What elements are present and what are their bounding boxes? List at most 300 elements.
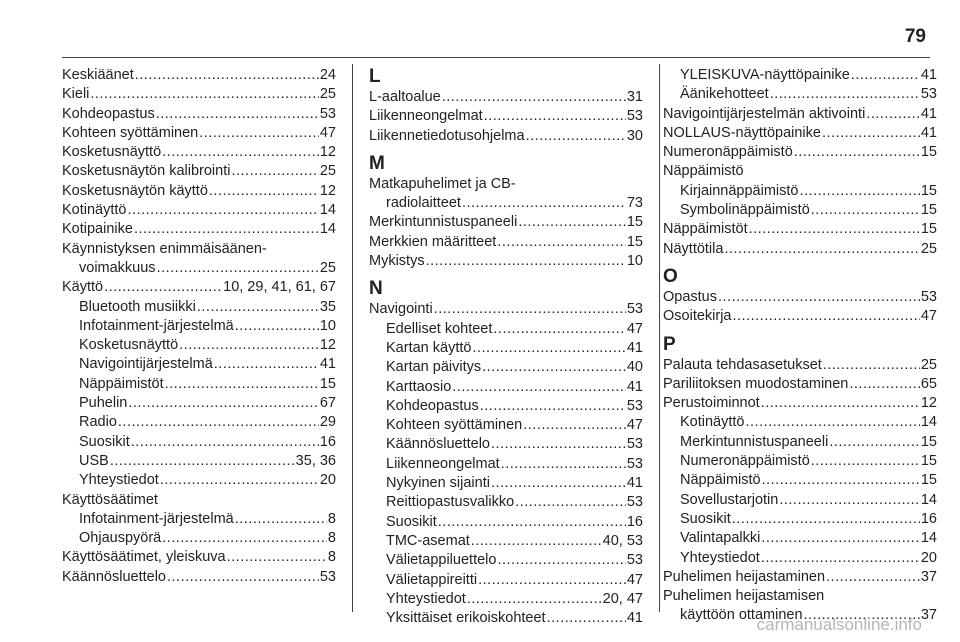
index-sub-entry: [369, 397, 643, 416]
index-entry: [369, 127, 643, 146]
dot-leader: [761, 529, 920, 548]
index-entry: [62, 85, 336, 104]
index-entry-page: 53: [626, 301, 643, 318]
index-sub-entry: [663, 182, 937, 201]
index-entry-page: 20: [319, 472, 336, 489]
dot-leader: [770, 85, 920, 104]
index-entry-term: TMC-asemat: [386, 532, 470, 549]
index-entry-term: voimakkuus: [79, 259, 156, 276]
index-entry-term: Infotainment-järjestelmä: [79, 317, 234, 334]
index-entry-page: 10: [319, 317, 336, 334]
index-entry-term: Puhelimen heijastaminen: [663, 568, 826, 585]
index-entry-page: 41: [626, 378, 643, 395]
index-entry: [62, 105, 336, 124]
index-entry-page: 8: [327, 510, 336, 527]
index-entry-term: Mykistys: [369, 253, 425, 270]
index-sub-entry: [62, 413, 336, 432]
index-entry-term: Näyttötila: [663, 240, 724, 257]
index-entry-term: Bluetooth musiikki: [79, 298, 196, 315]
dot-leader: [442, 88, 626, 107]
index-entry: [663, 124, 937, 143]
index-entry-page: 37: [920, 568, 937, 585]
index-entry-page: 41: [626, 339, 643, 356]
index-sub-entry: [663, 471, 937, 490]
index-entry-page: 41: [920, 67, 937, 83]
index-sub-entry: [663, 201, 937, 220]
index-entry-term: Kotinäyttö: [62, 202, 127, 219]
index-entry-term: Karttaosio: [386, 378, 452, 395]
index-sub-entry: [62, 317, 336, 336]
dot-leader: [849, 375, 919, 394]
index-entry-page: 73: [626, 195, 643, 212]
index-entry-term: radiolaitteet: [386, 195, 461, 212]
index-entry-page: 24: [319, 67, 336, 83]
dot-leader: [480, 397, 626, 416]
dot-leader: [718, 288, 920, 307]
index-entry: [369, 233, 643, 252]
index-entry-page: 15: [920, 202, 937, 219]
index-entry-term: Käyttösäätimet, yleiskuva: [62, 549, 226, 566]
dot-leader: [434, 300, 626, 319]
index-entry-page: 65: [920, 375, 937, 392]
index-entry: [62, 124, 336, 143]
index-entry-page: 41: [626, 475, 643, 492]
index-entry-page: 14: [319, 202, 336, 219]
index-entry-page: 14: [920, 414, 937, 431]
index-entry-page: 41: [920, 105, 937, 122]
index-entry: [62, 568, 336, 587]
index-entry-term: Numeronäppäimistö: [663, 144, 793, 161]
index-letter-heading: P: [663, 333, 676, 355]
index-letter-heading: L: [369, 66, 381, 87]
dot-leader: [135, 66, 319, 85]
dot-leader: [160, 471, 319, 490]
index-entry-term: Näppäimistö: [680, 472, 761, 489]
dot-leader: [497, 551, 625, 570]
index-sub-entry: [663, 452, 937, 471]
index-column-1: [62, 66, 336, 587]
index-entry-page: 15: [920, 144, 937, 161]
dot-leader: [162, 143, 319, 162]
index-entry-term: Osoitekirja: [663, 308, 732, 325]
index-entry-page: 25: [319, 86, 336, 103]
index-entry: [62, 66, 336, 85]
index-entry-term: Kosketusnäyttö: [79, 337, 179, 354]
index-entry-term: NOLLAUS-näyttöpainike: [663, 124, 821, 141]
index-entry-page: 40, 53: [602, 532, 643, 549]
index-entry-page: 15: [920, 182, 937, 199]
index-entry-term: Yhteystiedot: [79, 472, 159, 489]
index-entry-page: 15: [920, 472, 937, 489]
index-entry-page: 12: [319, 337, 336, 354]
index-entry-page: 47: [626, 417, 643, 434]
index-entry: [663, 307, 937, 326]
dot-leader: [491, 435, 626, 454]
dot-leader: [471, 532, 602, 551]
index-entry-page: 41: [319, 356, 336, 373]
dot-leader: [866, 105, 920, 124]
index-entry-page: 53: [920, 86, 937, 103]
index-entry-term: Suosikit: [680, 510, 731, 527]
index-entry-term: Symbolinäppäimistö: [680, 202, 810, 219]
index-sub-entry: [369, 532, 643, 551]
index-entry: [62, 162, 336, 181]
index-entry-page: 12: [319, 144, 336, 161]
index-entry-term: Navigointijärjestelmän aktivointi: [663, 105, 866, 122]
index-sub-entry: [62, 336, 336, 355]
index-sub-entry: [663, 66, 937, 85]
index-sub-entry: [62, 452, 336, 471]
index-entry-page: 8: [327, 530, 336, 547]
index-entry-page: 14: [920, 491, 937, 508]
index-entry: [663, 220, 937, 239]
dot-leader: [491, 474, 626, 493]
index-entry-term: Liikenneongelmat: [386, 455, 500, 472]
index-entry-term: Kirjainnäppäimistö: [680, 182, 799, 199]
dot-leader: [118, 413, 319, 432]
dot-leader: [235, 510, 327, 529]
index-entry-page: 25: [319, 163, 336, 180]
index-entry-term: Kohdeopastus: [62, 105, 155, 122]
index-entry-term: Ohjauspyörä: [79, 530, 162, 547]
index-sub-entry: [663, 433, 937, 452]
index-sub-entry: [369, 590, 643, 609]
dot-leader: [497, 233, 626, 252]
index-entry-term: Kartan käyttö: [386, 339, 472, 356]
dot-leader: [811, 452, 920, 471]
index-entry-page: 53: [920, 288, 937, 305]
index-entry-page: 15: [626, 233, 643, 250]
index-sub-entry: [62, 471, 336, 490]
index-entry-page: 30: [626, 127, 643, 144]
index-entry: [369, 252, 643, 271]
index-sub-entry: [663, 413, 937, 432]
index-sub-entry: [62, 375, 336, 394]
index-sub-entry: [369, 320, 643, 339]
index-entry-term: Keskiäänet: [62, 67, 134, 83]
index-entry-page: 53: [626, 397, 643, 414]
index-entry-term: Opastus: [663, 288, 717, 305]
index-sub-entry: [369, 339, 643, 358]
index-entry-page: 47: [920, 308, 937, 325]
index-entry-page: 20: [920, 549, 937, 566]
index-entry-page: 8: [327, 549, 336, 566]
index-entry-page: 20, 47: [602, 590, 643, 607]
index-sub-entry: [62, 510, 336, 529]
dot-leader: [227, 548, 327, 567]
index-entry-term: Pariliitoksen muodostaminen: [663, 375, 849, 392]
dot-leader: [156, 105, 319, 124]
index-entry-term: Navigointijärjestelmä: [79, 356, 213, 373]
index-sub-entry: [369, 474, 643, 493]
index-sub-entry: [369, 194, 643, 213]
dot-leader: [199, 124, 319, 143]
index-letter-heading: O: [663, 265, 678, 287]
index-entry-term: Navigointi: [369, 301, 433, 318]
index-entry-term: YLEISKUVA-näyttöpainike: [680, 67, 850, 83]
dot-leader: [823, 356, 920, 375]
index-entry-page: 37: [920, 607, 937, 624]
dot-leader: [851, 66, 920, 85]
index-column-3: [663, 66, 937, 626]
index-entry-term: Äänikehotteet: [680, 86, 769, 103]
index-entry-page: 40: [626, 359, 643, 376]
dot-leader: [523, 416, 626, 435]
index-entry-term: Kotipainike: [62, 221, 133, 238]
index-entry: [663, 568, 937, 587]
dot-leader: [452, 378, 626, 397]
index-entry-page: 16: [920, 510, 937, 527]
index-entry: [369, 300, 643, 319]
index-sub-entry: [663, 549, 937, 568]
dot-leader: [231, 162, 318, 181]
index-entry-term: Liikennetiedotusohjelma: [369, 127, 525, 144]
index-entry-term: Yhteystiedot: [386, 590, 466, 607]
dot-leader: [462, 194, 626, 213]
index-entry: [369, 107, 643, 126]
index-entry: [62, 182, 336, 201]
dot-leader: [724, 240, 919, 259]
dot-leader: [547, 609, 626, 628]
dot-leader: [197, 298, 319, 317]
dot-leader: [467, 590, 602, 609]
index-entry: [663, 394, 937, 413]
index-sub-entry: [369, 358, 643, 377]
index-entry-term: Suosikit: [79, 433, 130, 450]
dot-leader: [90, 85, 318, 104]
dot-leader: [746, 413, 920, 432]
index-entry-page: 15: [319, 375, 336, 392]
index-entry-page: 53: [319, 568, 336, 585]
dot-leader: [165, 375, 319, 394]
index-entry: [62, 548, 336, 567]
index-entry: [62, 201, 336, 220]
index-sub-entry: [369, 551, 643, 570]
index-sub-entry: [62, 433, 336, 452]
dot-leader: [779, 491, 920, 510]
dot-leader: [761, 394, 920, 413]
dot-leader: [732, 510, 920, 529]
index-entry-page: 16: [319, 433, 336, 450]
dot-leader: [478, 571, 626, 590]
index-entry-term: Käännösluettelo: [386, 436, 490, 453]
index-entry-term: Välietappiluettelo: [386, 552, 497, 569]
dot-leader: [501, 455, 626, 474]
dot-leader: [235, 317, 319, 336]
index-entry-page: 35, 36: [295, 452, 336, 469]
index-entry-term: Sovellustarjotin: [680, 491, 779, 508]
index-sub-entry: [663, 85, 937, 104]
index-entry-term: Käyttö: [62, 279, 104, 296]
dot-leader: [733, 307, 920, 326]
index-entry-page: 41: [920, 124, 937, 141]
index-entry-term: Merkkien määritteet: [369, 233, 497, 250]
index-entry-term: Radio: [79, 414, 117, 431]
index-sub-entry: [369, 378, 643, 397]
index-entry: [62, 220, 336, 239]
index-entry-page: 47: [626, 320, 643, 337]
index-letter-heading: M: [369, 152, 385, 174]
dot-leader: [134, 220, 319, 239]
dot-leader: [799, 182, 919, 201]
index-sub-entry: [62, 394, 336, 413]
dot-leader: [482, 358, 626, 377]
dot-leader: [438, 513, 626, 532]
index-entry-page: 53: [626, 108, 643, 125]
index-entry-term: Edelliset kohteet: [386, 320, 493, 337]
index-entry-term: USB: [79, 452, 109, 469]
dot-leader: [179, 336, 319, 355]
index-entry: [663, 143, 937, 162]
column-divider-2: [659, 64, 660, 612]
index-sub-entry: [62, 259, 336, 278]
index-sub-entry: [663, 510, 937, 529]
index-entry-page: 12: [920, 395, 937, 412]
index-entry-page: 15: [920, 433, 937, 450]
dot-leader: [128, 201, 319, 220]
index-heading-entry: Käynnistyksen enimmäisäänen-: [62, 240, 267, 257]
index-entry-page: 25: [319, 259, 336, 276]
index-entry-page: 25: [920, 356, 937, 373]
index-entry-term: käyttöön ottaminen: [680, 607, 803, 624]
index-entry-term: L-aaltoalue: [369, 89, 441, 105]
dot-leader: [518, 213, 626, 232]
dot-leader: [526, 127, 626, 146]
index-sub-entry: [369, 609, 643, 628]
dot-leader: [131, 433, 319, 452]
index-entry-term: Kohteen syöttäminen: [386, 417, 523, 434]
index-entry-page: 41: [626, 610, 643, 627]
index-entry-page: 53: [626, 494, 643, 511]
index-heading-entry: Matkapuhelimet ja CB-: [369, 175, 516, 192]
index-entry-page: 47: [319, 124, 336, 141]
dot-leader: [493, 320, 625, 339]
page-number: 79: [904, 26, 926, 47]
dot-leader: [749, 220, 920, 239]
index-letter-heading: N: [369, 278, 383, 300]
index-entry: [369, 88, 643, 107]
dot-leader: [472, 339, 625, 358]
index-entry-term: Merkintunnistuspaneeli: [369, 214, 518, 231]
index-entry-term: Infotainment-järjestelmä: [79, 510, 234, 527]
index-sub-entry: [62, 298, 336, 317]
index-entry: [663, 375, 937, 394]
index-entry-page: 35: [319, 298, 336, 315]
index-heading-entry: Puhelimen heijastamisen: [663, 588, 825, 605]
index-entry-term: Kieli: [62, 86, 90, 103]
dot-leader: [484, 107, 626, 126]
index-entry-page: 47: [626, 571, 643, 588]
index-entry-page: 14: [319, 221, 336, 238]
dot-leader: [826, 568, 920, 587]
index-entry-term: Liikenneongelmat: [369, 108, 483, 125]
index-entry-term: Kosketusnäyttö: [62, 144, 162, 161]
index-entry-page: 15: [626, 214, 643, 231]
index-entry-term: Puhelin: [79, 395, 128, 412]
index-entry-term: Näppäimistöt: [79, 375, 164, 392]
dot-leader: [811, 201, 920, 220]
index-sub-entry: [369, 455, 643, 474]
index-sub-entry: [663, 529, 937, 548]
dot-leader: [209, 182, 319, 201]
index-entry: [663, 105, 937, 124]
index-entry-term: Valintapalkki: [680, 530, 761, 547]
index-sub-entry: [369, 416, 643, 435]
index-entry-term: Näppäimistöt: [663, 221, 748, 238]
dot-leader: [829, 433, 920, 452]
dot-leader: [104, 278, 222, 297]
column-divider-1: [352, 64, 353, 612]
index-entry-term: Palauta tehdasasetukset: [663, 356, 822, 373]
index-entry-page: 53: [626, 455, 643, 472]
index-entry-term: Numeronäppäimistö: [680, 453, 810, 470]
dot-leader: [426, 252, 626, 271]
index-entry-page: 31: [626, 89, 643, 105]
index-sub-entry: [62, 355, 336, 374]
index-entry-term: Kotinäyttö: [680, 414, 745, 431]
index-entry-term: Kosketusnäytön käyttö: [62, 182, 208, 199]
header-rule: [62, 57, 930, 58]
dot-leader: [167, 568, 319, 587]
dot-leader: [761, 549, 920, 568]
dot-leader: [822, 124, 920, 143]
dot-leader: [162, 529, 327, 548]
index-entry-page: 53: [319, 105, 336, 122]
index-entry: [62, 278, 336, 297]
index-entry-page: 15: [920, 221, 937, 238]
index-entry-term: Perustoiminnot: [663, 395, 760, 412]
index-entry-term: Suosikit: [386, 513, 437, 530]
index-entry: [663, 356, 937, 375]
index-entry: [62, 143, 336, 162]
index-heading-entry: Käyttösäätimet: [62, 491, 158, 508]
index-entry-term: Välietappireitti: [386, 571, 478, 588]
index-entry-page: 53: [626, 436, 643, 453]
index-entry-page: 10: [626, 253, 643, 270]
index-sub-entry: [369, 513, 643, 532]
index-entry-term: Käännösluettelo: [62, 568, 166, 585]
dot-leader: [110, 452, 295, 471]
index-sub-entry: [369, 493, 643, 512]
dot-leader: [214, 355, 319, 374]
index-entry-page: 14: [920, 530, 937, 547]
dot-leader: [762, 471, 920, 490]
index-entry-term: Kohdeopastus: [386, 397, 479, 414]
index-sub-entry: [663, 491, 937, 510]
index-entry: [663, 240, 937, 259]
index-entry-term: Nykyinen sijainti: [386, 475, 490, 492]
index-sub-entry: [369, 435, 643, 454]
index-entry-term: Kartan päivitys: [386, 359, 482, 376]
index-heading-entry: Näppäimistö: [663, 163, 744, 180]
index-entry-term: Kosketusnäytön kalibrointi: [62, 163, 231, 180]
index-entry-page: 12: [319, 182, 336, 199]
index-entry-page: 67: [319, 395, 336, 412]
watermark: carmanualsonline.info: [756, 615, 922, 634]
index-entry-term: Kohteen syöttäminen: [62, 124, 199, 141]
index-entry-page: 15: [920, 453, 937, 470]
dot-leader: [794, 143, 920, 162]
index-entry: [369, 213, 643, 232]
dot-leader: [157, 259, 319, 278]
index-entry-term: Yksittäiset erikoiskohteet: [386, 610, 546, 627]
index-entry: [663, 288, 937, 307]
index-sub-entry: [62, 529, 336, 548]
index-sub-entry: [369, 571, 643, 590]
index-entry-term: Merkintunnistuspaneeli: [680, 433, 829, 450]
index-entry-page: 16: [626, 513, 643, 530]
dot-leader: [128, 394, 318, 413]
